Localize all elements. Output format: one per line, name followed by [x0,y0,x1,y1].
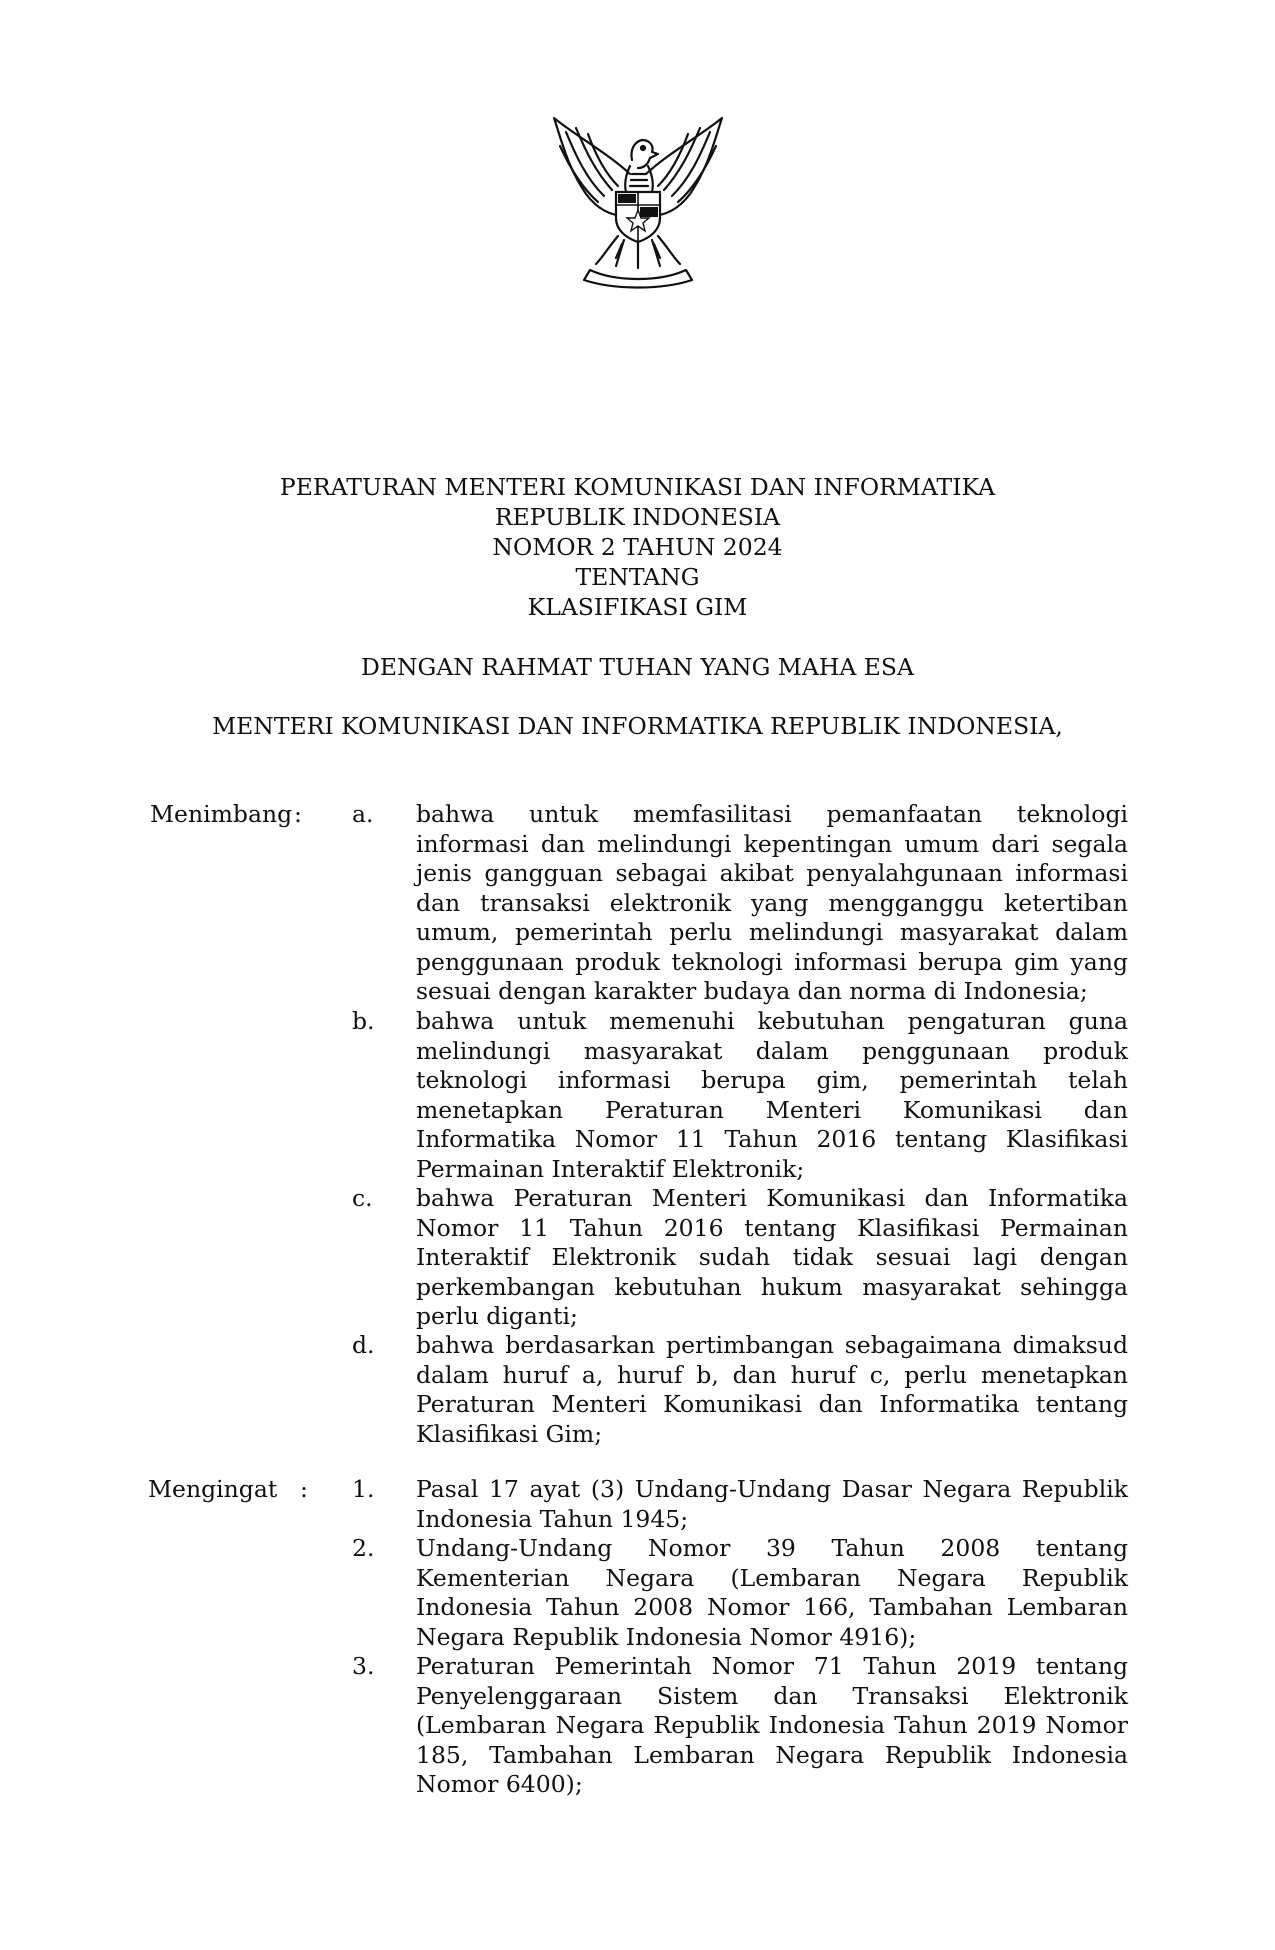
section-label: Mengingat [148,1475,278,1503]
text-line: informasi dan melindungi kepentingan umum dari segala [416,829,1128,858]
text-line: Nomor 11 Tahun 2016 tentang Klasifikasi Permainan [416,1213,1128,1242]
text-line: umum, pemerintah perlu melindungi masyarakat dalam [416,918,1128,946]
item-marker: 2. [352,1534,375,1562]
text-line: Indonesia Tahun 1945; [416,1504,689,1533]
text-line: Pasal 17 ayat (3) Undang-Undang Dasar Negara Republik [416,1475,1128,1503]
text-line: Indonesia Tahun 2008 Nomor 166, Tambahan Lembaran [416,1593,1128,1621]
item-text [416,1534,1128,1652]
text-line: Interaktif Elektronik sudah tidak sesuai lagi dengan [416,1243,1128,1271]
text-line: 185, Tambahan Lembaran Negara Republik Indonesia [416,1740,1128,1769]
blessing-heading: DENGAN RAHMAT TUHAN YANG MAHA ESA [360,653,915,681]
text-line: bahwa berdasarkan pertimbangan sebagaimana dimaksud [416,1331,1128,1359]
title-line: REPUBLIK INDONESIA [494,503,781,531]
text-line: bahwa Peraturan Menteri Komunikasi dan Informatika [416,1184,1128,1212]
text-line: Peraturan Pemerintah Nomor 71 Tahun 2019 tentang [416,1652,1128,1680]
item-marker: 3. [352,1652,375,1680]
section-colon: : [300,1475,308,1503]
item-marker: b. [352,1007,375,1035]
title-line: KLASIFIKASI GIM [527,593,748,621]
text-line: Peraturan Menteri Komunikasi dan Informatika tentang [416,1390,1128,1418]
item-marker: 1. [352,1475,375,1503]
issuer-heading: MENTERI KOMUNIKASI DAN INFORMATIKA REPUBLIK INDONESIA, [212,712,1063,740]
text-line: melindungi masyarakat dalam penggunaan produk [416,1036,1128,1065]
text-line: Negara Republik Indonesia Nomor 4916); [416,1622,917,1651]
section-label: Menimbang [150,800,293,828]
title-line: TENTANG [575,563,700,591]
text-line: teknologi informasi berupa gim, pemerintah telah [416,1066,1128,1094]
text-line: perkembangan kebutuhan hukum masyarakat sehingga [416,1272,1128,1301]
text-line: bahwa untuk memfasilitasi pemanfaatan teknologi [416,800,1128,828]
item-text [416,1475,1128,1534]
title-line: PERATURAN MENTERI KOMUNIKASI DAN INFORMATIKA [279,473,996,501]
item-text [416,1652,1128,1800]
item-text [416,800,1128,1007]
section-colon: : [294,800,302,828]
text-line: menetapkan Peraturan Menteri Komunikasi dan [416,1095,1128,1124]
text-line: dan transaksi elektronik yang mengganggu ketertiban [416,888,1128,917]
text-line: dalam huruf a, huruf b, dan huruf c, perlu menetapkan [416,1360,1128,1389]
regulation-title [0,472,1275,622]
text-line: Klasifikasi Gim; [416,1419,603,1448]
text-line: perlu diganti; [416,1302,578,1330]
item-marker: c. [352,1184,373,1212]
text-line: Kementerian Negara (Lembaran Negara Republik [416,1563,1128,1592]
item-text [416,1007,1128,1184]
text-line: jenis gangguan sebagai akibat penyalahgunaan informasi [416,859,1128,887]
garuda-emblem-icon [546,112,730,292]
text-line: sesuai dengan karakter budaya dan norma di Indonesia; [416,977,1088,1005]
item-text [416,1184,1128,1332]
text-line: (Lembaran Negara Republik Indonesia Tahun 2019 Nomor [416,1711,1128,1739]
title-line: NOMOR 2 TAHUN 2024 [492,533,783,561]
item-marker: d. [352,1331,375,1359]
text-line: Informatika Nomor 11 Tahun 2016 tentang Klasifikasi [416,1125,1128,1153]
item-marker: a. [352,800,374,828]
item-text [416,1331,1128,1449]
text-line: Penyelenggaraan Sistem dan Transaksi Elektronik [416,1681,1128,1710]
text-line: penggunaan produk teknologi informasi berupa gim yang [416,947,1128,976]
text-line: Nomor 6400); [416,1770,583,1798]
text-line: Permainan Interaktif Elektronik; [416,1154,805,1183]
text-line: Undang-Undang Nomor 39 Tahun 2008 tentang [416,1534,1128,1562]
text-line: bahwa untuk memenuhi kebutuhan pengaturan guna [416,1007,1128,1035]
